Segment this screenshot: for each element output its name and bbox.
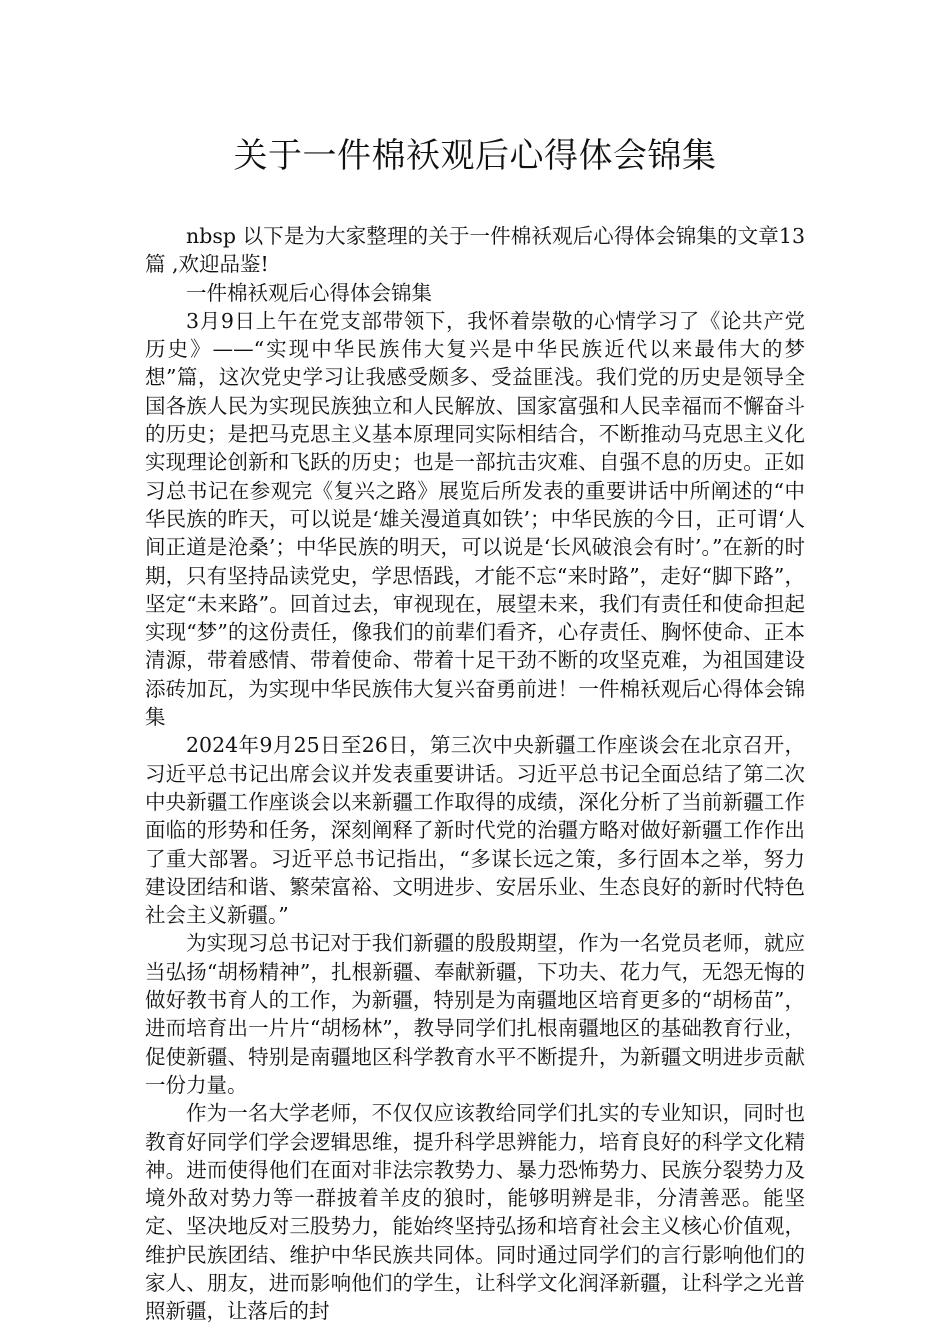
paragraph-subtitle: 一件棉袄观后心得体会锦集 <box>186 280 432 305</box>
paragraph-intro: nbsp 以下是为大家整理的关于一件棉袄观后心得体会锦集的文章13篇 ,欢迎品鉴! <box>145 224 805 277</box>
paragraph-university-teacher: 作为一名大学老师，不仅仅应该教给同学们扎实的专业知识，同时也教育好同学们学会逻辑思维，提升科学思辨能力，培育良好的科学文化精神。进而使得他们在面对非法宗教势力、暴力恐怖势力、民族分裂势力及境外敌对势力等一群披着羊皮的狼时，能够明辨是非，分清善恶。能坚定、坚决地反对三股势力，能始终坚持弘扬和培育社会主义核心价值观，维护民族团结、维护中华民族共同体。同时通过同学们的言行影响他们的家人、朋友，进而影响他们的学生，让科学文化润泽新疆，让科学之光普照新疆，让落后的封 <box>145 1101 805 1324</box>
document-body <box>145 222 805 1326</box>
document-title: 关于一件棉袄观后心得体会锦集 <box>233 136 717 176</box>
paragraph-xinjiang-meeting: 2024年9月25日至26日，第三次中央新疆工作座谈会在北京召开，习近平总书记出席会议并发表重要讲话。习近平总书记全面总结了第二次中央新疆工作座谈会以来新疆工作取得的成绩，深化分析了当前新疆工作面临的形势和任务，深刻阐释了新时代党的治疆方略对做好新疆工作作出了重大部署。习近平总书记指出，“多谋长远之策，多行固本之举，努力建设团结和谐、繁荣富裕、文明进步、安居乐业、生态良好的新时代特色社会主义新疆。” <box>145 733 805 928</box>
paragraph-party-history: 3月9日上午在党支部带领下，我怀着崇敬的心情学习了《论共产党历史》——“实现中华民族伟大复兴是中华民族近代以来最伟大的梦想”篇，这次党史学习让我感受颇多、受益匪浅。我们党的历史是领导全国各族人民为实现民族独立和人民解放、国家富强和人民幸福而不懈奋斗的历史；是把马克思主义基本原理同实际相结合，不断推动马克思主义化实现理论创新和飞跃的历史；也是一部抗击灾难、自强不息的历史。正如习总书记在参观完《复兴之路》展览后所发表的重要讲话中所阐述的“中华民族的昨天，可以说是‘雄关漫道真如铁’；中华民族的今日，正可谓‘人间正道是沧桑’；中华民族的明天，可以说是‘长风破浪会有时’。”在新的时期，只有坚持品读党史，学思悟践，才能不忘“来时路”，走好“脚下路”，坚定“未来路”。回首过去，审视现在，展望未来，我们有责任和使命担起实现“梦”的这份责任，像我们的前辈们看齐，心存责任、胸怀使命、正本清源，带着感情、带着使命、带着十足干劲不断的攻坚克难，为祖国建设添砖加瓦，为实现中华民族伟大复兴奋勇前进！一件棉袄观后心得体会锦集 <box>145 308 805 730</box>
paragraph-huyang-spirit: 为实现习总书记对于我们新疆的殷殷期望，作为一名党员老师，就应当弘扬“胡杨精神”，扎根新疆、奉献新疆，下功夫、花力气，无怨无悔的做好教书育人的工作，为新疆，特别是为南疆地区培育更多的“胡杨苗”，进而培育出一片片“胡杨林”，教导同学们扎根南疆地区的基础教育行业，促使新疆、特别是南疆地区科学教育水平不断提升，为新疆文明进步贡献一份力量。 <box>145 931 805 1097</box>
